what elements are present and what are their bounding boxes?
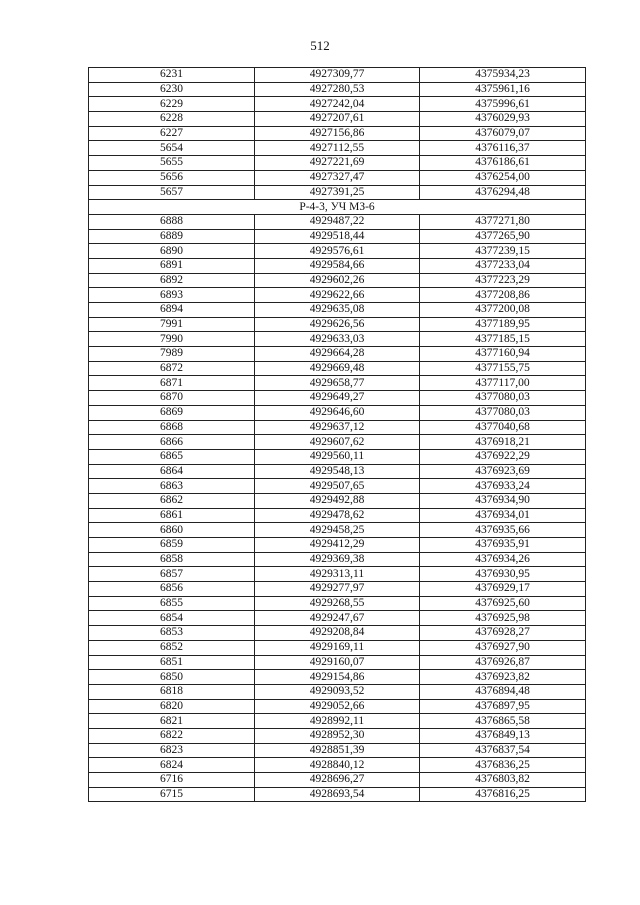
table-row <box>89 317 586 332</box>
x-coordinate-cell: 4929169,11 <box>255 640 420 655</box>
table-row <box>89 244 586 259</box>
point-number-cell: 6862 <box>89 493 255 508</box>
y-coordinate-cell: 4375961,16 <box>420 82 586 97</box>
x-coordinate-cell: 4929458,25 <box>255 523 420 538</box>
table-row <box>89 273 586 288</box>
table-row <box>89 596 586 611</box>
y-coordinate-cell: 4377185,15 <box>420 332 586 347</box>
y-coordinate-cell: 4375934,23 <box>420 68 586 83</box>
point-number-cell: 7989 <box>89 347 255 362</box>
x-coordinate-cell: 4929637,12 <box>255 420 420 435</box>
x-coordinate-cell: 4929626,56 <box>255 317 420 332</box>
y-coordinate-cell: 4376836,25 <box>420 758 586 773</box>
point-number-cell: 6893 <box>89 288 255 303</box>
table-row <box>89 435 586 450</box>
x-coordinate-cell: 4929635,08 <box>255 303 420 318</box>
y-coordinate-cell: 4376925,60 <box>420 596 586 611</box>
point-number-cell: 6891 <box>89 258 255 273</box>
point-number-cell: 6850 <box>89 670 255 685</box>
y-coordinate-cell: 4376929,17 <box>420 582 586 597</box>
point-number-cell: 6859 <box>89 538 255 553</box>
x-coordinate-cell: 4927112,55 <box>255 141 420 156</box>
section-heading: Р-4-3, УЧ МЗ-6 <box>89 200 586 215</box>
table-row <box>89 361 586 376</box>
y-coordinate-cell: 4376918,21 <box>420 435 586 450</box>
table-row <box>89 156 586 171</box>
y-coordinate-cell: 4377223,29 <box>420 273 586 288</box>
y-coordinate-cell: 4376897,95 <box>420 699 586 714</box>
point-number-cell: 6890 <box>89 244 255 259</box>
x-coordinate-cell: 4929369,38 <box>255 552 420 567</box>
y-coordinate-cell: 4376803,82 <box>420 773 586 788</box>
point-number-cell: 6824 <box>89 758 255 773</box>
table-row <box>89 185 586 200</box>
table-row <box>89 714 586 729</box>
table-row <box>89 508 586 523</box>
point-number-cell: 7990 <box>89 332 255 347</box>
point-number-cell: 6858 <box>89 552 255 567</box>
table-row <box>89 288 586 303</box>
x-coordinate-cell: 4929160,07 <box>255 655 420 670</box>
point-number-cell: 6871 <box>89 376 255 391</box>
table-row <box>89 728 586 743</box>
x-coordinate-cell: 4929277,97 <box>255 582 420 597</box>
x-coordinate-cell: 4927391,25 <box>255 185 420 200</box>
point-number-cell: 5656 <box>89 170 255 185</box>
table-row <box>89 582 586 597</box>
point-number-cell: 6231 <box>89 68 255 83</box>
point-number-cell: 6230 <box>89 82 255 97</box>
point-number-cell: 6872 <box>89 361 255 376</box>
point-number-cell: 6854 <box>89 611 255 626</box>
x-coordinate-cell: 4929633,03 <box>255 332 420 347</box>
y-coordinate-cell: 4377080,03 <box>420 405 586 420</box>
point-number-cell: 6823 <box>89 743 255 758</box>
y-coordinate-cell: 4377200,08 <box>420 303 586 318</box>
x-coordinate-cell: 4928696,27 <box>255 773 420 788</box>
y-coordinate-cell: 4376029,93 <box>420 112 586 127</box>
point-number-cell: 6227 <box>89 126 255 141</box>
table-row <box>89 303 586 318</box>
point-number-cell: 6229 <box>89 97 255 112</box>
y-coordinate-cell: 4376923,82 <box>420 670 586 685</box>
y-coordinate-cell: 4376935,66 <box>420 523 586 538</box>
table-row <box>89 391 586 406</box>
y-coordinate-cell: 4377233,04 <box>420 258 586 273</box>
table-row <box>89 640 586 655</box>
table-row <box>89 68 586 83</box>
point-number-cell: 6868 <box>89 420 255 435</box>
x-coordinate-cell: 4929607,62 <box>255 435 420 450</box>
x-coordinate-cell: 4929560,11 <box>255 449 420 464</box>
table-row <box>89 141 586 156</box>
x-coordinate-cell: 4929649,27 <box>255 391 420 406</box>
x-coordinate-cell: 4929492,88 <box>255 493 420 508</box>
point-number-cell: 6855 <box>89 596 255 611</box>
x-coordinate-cell: 4929658,77 <box>255 376 420 391</box>
point-number-cell: 6822 <box>89 728 255 743</box>
table-row <box>89 699 586 714</box>
point-number-cell: 6853 <box>89 626 255 641</box>
x-coordinate-cell: 4929313,11 <box>255 567 420 582</box>
x-coordinate-cell: 4929548,13 <box>255 464 420 479</box>
x-coordinate-cell: 4929208,84 <box>255 626 420 641</box>
table-row <box>89 97 586 112</box>
y-coordinate-cell: 4376849,13 <box>420 728 586 743</box>
x-coordinate-cell: 4927221,69 <box>255 156 420 171</box>
table-row <box>89 684 586 699</box>
table-row <box>89 611 586 626</box>
table-row <box>89 479 586 494</box>
y-coordinate-cell: 4376294,48 <box>420 185 586 200</box>
section-heading-row <box>89 200 586 215</box>
y-coordinate-cell: 4376930,95 <box>420 567 586 582</box>
point-number-cell: 7991 <box>89 317 255 332</box>
table-row <box>89 758 586 773</box>
y-coordinate-cell: 4377239,15 <box>420 244 586 259</box>
table-row <box>89 626 586 641</box>
y-coordinate-cell: 4376934,01 <box>420 508 586 523</box>
point-number-cell: 6892 <box>89 273 255 288</box>
point-number-cell: 6852 <box>89 640 255 655</box>
y-coordinate-cell: 4377040,68 <box>420 420 586 435</box>
point-number-cell: 6716 <box>89 773 255 788</box>
x-coordinate-cell: 4929646,60 <box>255 405 420 420</box>
y-coordinate-cell: 4377265,90 <box>420 229 586 244</box>
y-coordinate-cell: 4376934,26 <box>420 552 586 567</box>
x-coordinate-cell: 4927309,77 <box>255 68 420 83</box>
x-coordinate-cell: 4929507,65 <box>255 479 420 494</box>
table-row <box>89 464 586 479</box>
point-number-cell: 6870 <box>89 391 255 406</box>
x-coordinate-cell: 4929669,48 <box>255 361 420 376</box>
point-number-cell: 6860 <box>89 523 255 538</box>
table-row <box>89 743 586 758</box>
y-coordinate-cell: 4377117,00 <box>420 376 586 391</box>
x-coordinate-cell: 4929602,26 <box>255 273 420 288</box>
y-coordinate-cell: 4376927,90 <box>420 640 586 655</box>
point-number-cell: 6818 <box>89 684 255 699</box>
page-number: 512 <box>310 38 330 53</box>
point-number-cell: 6857 <box>89 567 255 582</box>
table-row <box>89 214 586 229</box>
point-number-cell: 6889 <box>89 229 255 244</box>
y-coordinate-cell: 4376816,25 <box>420 787 586 802</box>
y-coordinate-cell: 4376928,27 <box>420 626 586 641</box>
point-number-cell: 6863 <box>89 479 255 494</box>
point-number-cell: 6856 <box>89 582 255 597</box>
table-row <box>89 420 586 435</box>
y-coordinate-cell: 4376254,00 <box>420 170 586 185</box>
x-coordinate-cell: 4929478,62 <box>255 508 420 523</box>
x-coordinate-cell: 4928840,12 <box>255 758 420 773</box>
y-coordinate-cell: 4376923,69 <box>420 464 586 479</box>
point-number-cell: 5657 <box>89 185 255 200</box>
x-coordinate-cell: 4929154,86 <box>255 670 420 685</box>
y-coordinate-cell: 4376933,24 <box>420 479 586 494</box>
coordinates-table-body <box>89 68 586 802</box>
table-row <box>89 82 586 97</box>
x-coordinate-cell: 4929664,28 <box>255 347 420 362</box>
table-row <box>89 552 586 567</box>
y-coordinate-cell: 4376186,61 <box>420 156 586 171</box>
point-number-cell: 5654 <box>89 141 255 156</box>
x-coordinate-cell: 4927156,86 <box>255 126 420 141</box>
y-coordinate-cell: 4376079,07 <box>420 126 586 141</box>
table-row <box>89 493 586 508</box>
table-row <box>89 170 586 185</box>
point-number-cell: 6869 <box>89 405 255 420</box>
y-coordinate-cell: 4375996,61 <box>420 97 586 112</box>
x-coordinate-cell: 4929487,22 <box>255 214 420 229</box>
x-coordinate-cell: 4929093,52 <box>255 684 420 699</box>
table-row <box>89 376 586 391</box>
point-number-cell: 5655 <box>89 156 255 171</box>
y-coordinate-cell: 4376925,98 <box>420 611 586 626</box>
point-number-cell: 6861 <box>89 508 255 523</box>
point-number-cell: 6888 <box>89 214 255 229</box>
x-coordinate-cell: 4929622,66 <box>255 288 420 303</box>
x-coordinate-cell: 4929518,44 <box>255 229 420 244</box>
x-coordinate-cell: 4927207,61 <box>255 112 420 127</box>
table-row <box>89 567 586 582</box>
x-coordinate-cell: 4927327,47 <box>255 170 420 185</box>
table-row <box>89 347 586 362</box>
y-coordinate-cell: 4376934,90 <box>420 493 586 508</box>
point-number-cell: 6715 <box>89 787 255 802</box>
point-number-cell: 6866 <box>89 435 255 450</box>
table-row <box>89 655 586 670</box>
y-coordinate-cell: 4377080,03 <box>420 391 586 406</box>
table-row <box>89 449 586 464</box>
table-row <box>89 670 586 685</box>
y-coordinate-cell: 4376894,48 <box>420 684 586 699</box>
x-coordinate-cell: 4929576,61 <box>255 244 420 259</box>
y-coordinate-cell: 4377208,86 <box>420 288 586 303</box>
y-coordinate-cell: 4377271,80 <box>420 214 586 229</box>
x-coordinate-cell: 4928952,30 <box>255 728 420 743</box>
x-coordinate-cell: 4927280,53 <box>255 82 420 97</box>
y-coordinate-cell: 4376865,58 <box>420 714 586 729</box>
table-row <box>89 126 586 141</box>
coordinates-table <box>88 67 586 802</box>
table-row <box>89 332 586 347</box>
table-row <box>89 538 586 553</box>
x-coordinate-cell: 4929584,66 <box>255 258 420 273</box>
point-number-cell: 6820 <box>89 699 255 714</box>
point-number-cell: 6864 <box>89 464 255 479</box>
x-coordinate-cell: 4928693,54 <box>255 787 420 802</box>
table-row <box>89 787 586 802</box>
y-coordinate-cell: 4377155,75 <box>420 361 586 376</box>
y-coordinate-cell: 4376926,87 <box>420 655 586 670</box>
table-row <box>89 523 586 538</box>
x-coordinate-cell: 4928992,11 <box>255 714 420 729</box>
point-number-cell: 6228 <box>89 112 255 127</box>
y-coordinate-cell: 4376935,91 <box>420 538 586 553</box>
x-coordinate-cell: 4929412,29 <box>255 538 420 553</box>
table-row <box>89 773 586 788</box>
x-coordinate-cell: 4929247,67 <box>255 611 420 626</box>
y-coordinate-cell: 4376116,37 <box>420 141 586 156</box>
y-coordinate-cell: 4376837,54 <box>420 743 586 758</box>
x-coordinate-cell: 4929052,66 <box>255 699 420 714</box>
x-coordinate-cell: 4927242,04 <box>255 97 420 112</box>
y-coordinate-cell: 4376922,29 <box>420 449 586 464</box>
point-number-cell: 6865 <box>89 449 255 464</box>
x-coordinate-cell: 4928851,39 <box>255 743 420 758</box>
point-number-cell: 6821 <box>89 714 255 729</box>
table-row <box>89 112 586 127</box>
table-row <box>89 258 586 273</box>
point-number-cell: 6851 <box>89 655 255 670</box>
point-number-cell: 6894 <box>89 303 255 318</box>
table-row <box>89 229 586 244</box>
table-row <box>89 405 586 420</box>
y-coordinate-cell: 4377160,94 <box>420 347 586 362</box>
y-coordinate-cell: 4377189,95 <box>420 317 586 332</box>
x-coordinate-cell: 4929268,55 <box>255 596 420 611</box>
